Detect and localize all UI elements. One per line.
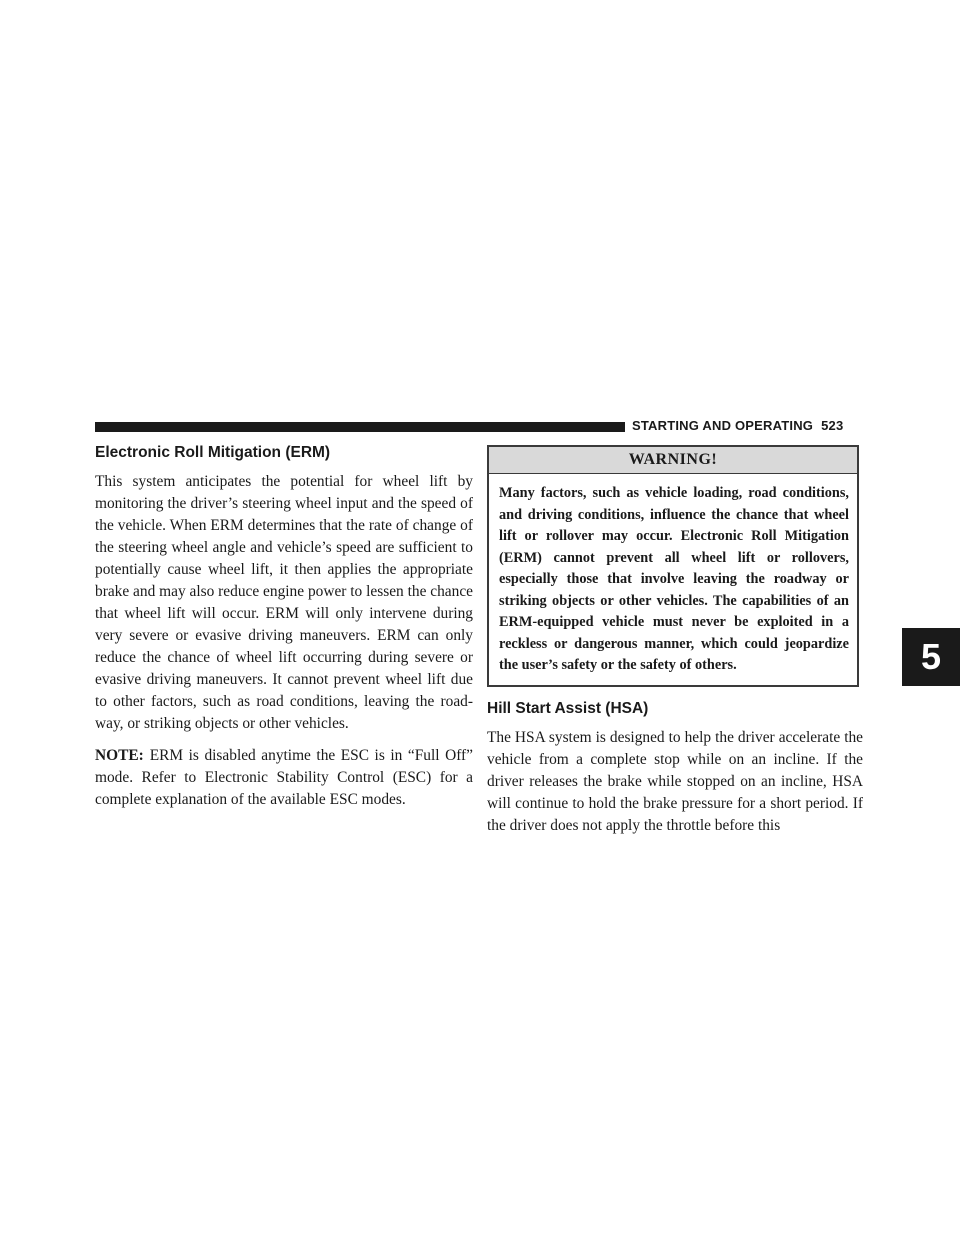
erm-heading: Electronic Roll Mitigation (ERM) (95, 444, 331, 461)
hsa-paragraph: The HSA system is designed to help the driver accelerate the vehicle from a complete stop while on an incline. If the driver releases the brake while stopped on an incline, HSA will continue to hold the brake pressure for a short period. If the driver does not apply the throttle before this (487, 728, 863, 834)
note-label: NOTE: (95, 747, 144, 764)
header-rule (95, 422, 625, 432)
page-number: 523 (821, 418, 844, 433)
note-text: ERM is disabled anytime the ESC is in “Full Off” mode. Refer to Electronic Stability Control (ESC) for a complete explanation of the available ESC modes. (95, 747, 473, 808)
section-title: STARTING AND OPERATING (632, 418, 814, 433)
left-column (95, 443, 473, 811)
right-column (487, 445, 863, 837)
warning-box (487, 445, 859, 687)
warning-title: WARNING! (489, 447, 857, 474)
note-paragraph (95, 745, 473, 811)
warning-text: Many factors, such as vehicle loading, road conditions, and driving conditions, influence the chance that wheel lift or rollover may occur. Electronic Roll Mitigation (ERM) cannot prevent all wheel lift or rollovers, especially those that involve leaving the roadway or striking objects or other vehicles. The capabilities of an ERM-equipped vehicle must never be exploited in a reckless or dangerous manner, which could jeopardize the user’s safety or the safety of others. (499, 485, 849, 673)
running-header (632, 418, 843, 433)
erm-paragraph: This system anticipates the potential for wheel lift by monitoring the driver’s steering wheel input and the speed of the vehicle. When ERM determines that the rate of change of the steering wheel angle and vehicle’s speed are sufficient to potentially cause wheel lift, it then applies the appropriate brake and may also reduce engine power to lessen the chance that wheel lift will occur. ERM will only intervene during very severe or evasive driving maneuvers. ERM can only reduce the chance of wheel lift occurring during severe or evasive driving maneuvers. It cannot prevent wheel lift due to other factors, such as road conditions, leaving the roadway, or striking objects or other vehicles. (95, 473, 473, 732)
chapter-tab: 5 (902, 628, 960, 686)
hsa-heading: Hill Start Assist (HSA) (487, 699, 649, 717)
